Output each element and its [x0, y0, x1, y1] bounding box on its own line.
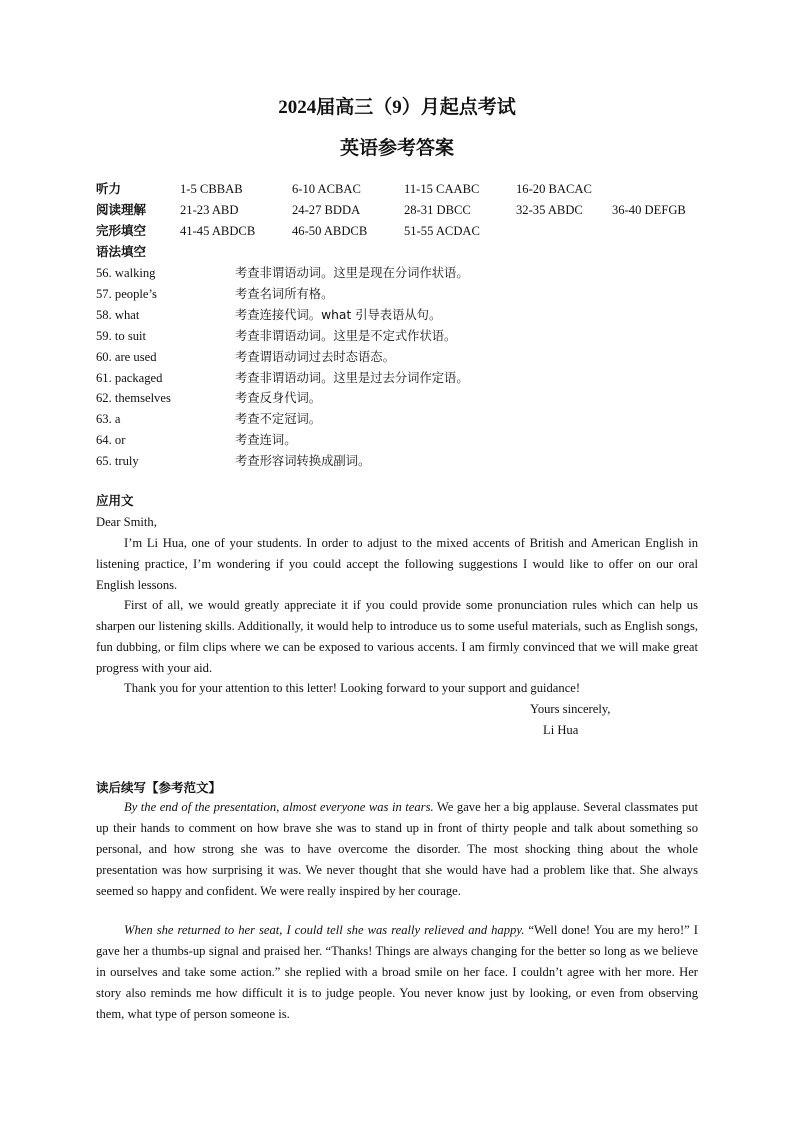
grammar-answer: 62. themselves	[96, 391, 171, 405]
continuation-section-label: 读后续写【参考范文】	[96, 780, 222, 795]
grammar-note: 考查形容词转换成副词。	[235, 454, 371, 468]
letter-paragraph: I’m Li Hua, one of your students. In order to adjust to the mixed accents of British and American English in listening practice, I’m wondering if you could accept the following suggestions I would like to offer on our oral English lessons.	[96, 536, 698, 592]
grammar-answer: 65. truly	[96, 454, 139, 468]
grammar-answer: 57. people’s	[96, 287, 157, 301]
answer-group: 24-27 BDDA	[292, 203, 361, 217]
grammar-note: 考查连词。	[235, 433, 297, 447]
grammar-answer: 59. to suit	[96, 329, 147, 343]
grammar-answer: 64. or	[96, 433, 126, 447]
letter-section-label: 应用文	[96, 493, 134, 508]
answer-group: 41-45 ABDCB	[180, 224, 256, 238]
answer-group: 36-40 DEFGB	[612, 203, 686, 217]
grammar-note: 考查反身代词。	[235, 391, 322, 405]
answer-group: 21-23 ABD	[180, 203, 239, 217]
answer-row-label: 阅读理解	[96, 202, 147, 217]
letter-paragraph: First of all, we would greatly appreciate it if you could provide some pronunciation rules which can help us sharpen our listening skills. Additionally, it would help to introduce us to some useful materials, such as English songs, fun dubbing, or film clips where we can be exposed to various accents. I am firmly convinced that we will make great progress with your aid.	[96, 598, 698, 675]
letter-greeting: Dear Smith,	[96, 515, 157, 529]
grammar-section-label: 语法填空	[96, 244, 147, 259]
paragraph-opening-sentence: By the end of the presentation, almost everyone was in tears.	[124, 800, 434, 814]
answer-row-label: 完形填空	[96, 223, 147, 238]
paragraph-body: We gave her a big applause. Several classmates put up their hands to comment on how brave she was to stand up in front of thirty people and talk about something so personal, and how strong she was to have overcome the disorder. The most shocking thing about the whole presentation was how surprising it was. We never thought that she would have had a problem like that. She always seemed so happy and confident. We were really inspired by her courage.	[96, 800, 699, 898]
answer-group: 16-20 BACAC	[516, 182, 592, 196]
answer-group: 32-35 ABDC	[516, 203, 583, 217]
answer-group: 6-10 ACBAC	[292, 182, 361, 196]
paragraph-opening-sentence: When she returned to her seat, I could tell she was really relieved and happy.	[124, 923, 525, 937]
grammar-note: 考查非谓语动词。这里是过去分词作定语。	[235, 371, 469, 385]
continuation-paragraph	[96, 920, 698, 1025]
letter-closing: Yours sincerely,	[530, 702, 611, 716]
grammar-note: 考查非谓语动词。这里是不定式作状语。	[235, 329, 457, 343]
page-subtitle: 英语参考答案	[339, 138, 454, 159]
answer-group: 51-55 ACDAC	[404, 224, 480, 238]
grammar-note: 考查不定冠词。	[235, 412, 322, 426]
answer-group: 1-5 CBBAB	[180, 182, 243, 196]
grammar-answer: 60. are used	[96, 350, 157, 364]
answer-group: 11-15 CAABC	[404, 182, 480, 196]
answer-group: 46-50 ABDCB	[292, 224, 368, 238]
grammar-note: 考查谓语动词过去时态语态。	[235, 350, 395, 364]
grammar-note: 考查连接代词。what 引导表语从句。	[235, 308, 442, 322]
grammar-note: 考查非谓语动词。这里是现在分词作状语。	[235, 266, 469, 280]
letter-paragraph: Thank you for your attention to this letter! Looking forward to your support and guidance!	[124, 681, 581, 695]
answer-row-label: 听力	[96, 181, 122, 196]
grammar-note: 考查名词所有格。	[235, 287, 334, 301]
grammar-answer: 56. walking	[96, 266, 156, 280]
grammar-answer: 63. a	[96, 412, 121, 426]
page-title: 2024届高三（9）月起点考试	[278, 97, 516, 118]
letter-signature: Li Hua	[543, 723, 579, 737]
paragraph-body: “Well done! You are my hero!” I gave her a thumbs-up signal and praised her. “Thanks! Things are always changing for the better so long as we believe in ourselves and take some action.” she replied with a broad smile on her face. I couldn’t agree with her more. Her story also reminds me how difficult it is to judge people. You never know just by looking, or even from observing them, what type of person someone is.	[96, 923, 698, 1021]
continuation-paragraph	[96, 797, 698, 902]
grammar-answer: 61. packaged	[96, 371, 163, 385]
answer-group: 28-31 DBCC	[404, 203, 471, 217]
grammar-answer: 58. what	[96, 308, 140, 322]
